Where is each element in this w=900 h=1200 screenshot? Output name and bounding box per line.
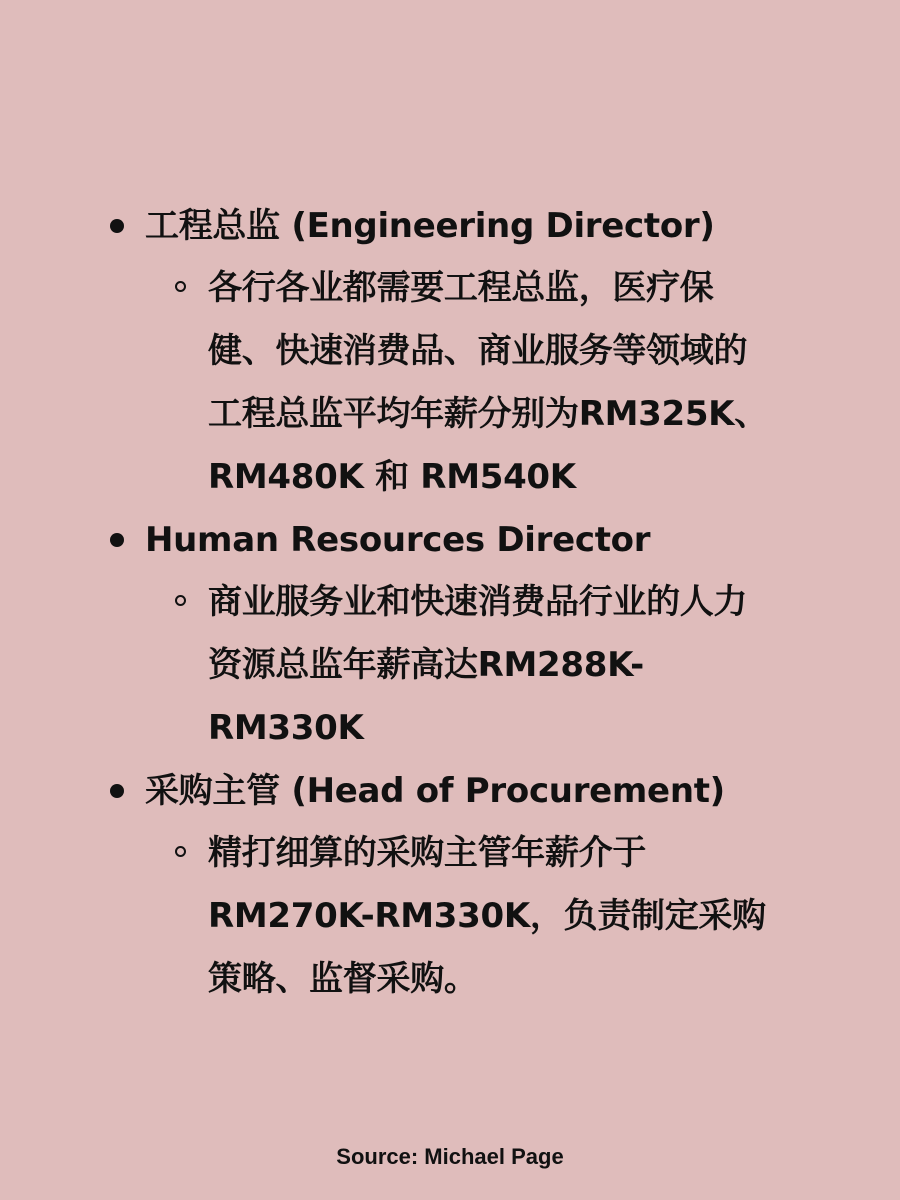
heading-text: 工程总监 (Engineering Director): [145, 206, 715, 246]
hollow-circle-icon: [175, 595, 186, 606]
list-item-engineering-director: [0, 195, 900, 509]
list-item-detail: [0, 571, 820, 760]
detail-line: 策略、监督采购。: [208, 959, 478, 999]
detail-line: RM480K 和 RM540K: [208, 457, 576, 497]
heading-text: 采购主管 (Head of Procurement): [145, 771, 725, 811]
salary-list: [0, 195, 900, 1011]
list-item-head-of-procurement: [0, 760, 900, 1011]
list-item-heading: [0, 195, 900, 257]
list-item-heading: [0, 760, 900, 822]
bullet-dot-icon: [110, 533, 124, 547]
list-item-detail: [0, 822, 820, 1011]
detail-line: 精打细算的采购主管年薪介于: [208, 833, 647, 873]
source-credit: Source: Michael Page: [336, 1144, 564, 1169]
detail-line: 商业服务业和快速消费品行业的人力: [208, 582, 748, 622]
detail-line: 健、快速消费品、商业服务等领域的: [208, 331, 748, 371]
detail-line: RM330K: [208, 708, 364, 748]
hollow-circle-icon: [175, 281, 186, 292]
detail-line: 资源总监年薪高达RM288K-: [208, 645, 644, 685]
detail-line: 各行各业都需要工程总监，医疗保: [208, 268, 714, 308]
list-item-hr-director: [0, 509, 900, 760]
detail-line: 工程总监平均年薪分别为RM325K、: [208, 394, 768, 434]
detail-line: RM270K-RM330K，负责制定采购: [208, 896, 766, 936]
heading-text: Human Resources Director: [145, 520, 651, 560]
bullet-dot-icon: [110, 219, 124, 233]
hollow-circle-icon: [175, 846, 186, 857]
bullet-dot-icon: [110, 784, 124, 798]
list-item-detail: [0, 257, 820, 509]
list-item-heading: [0, 509, 900, 571]
